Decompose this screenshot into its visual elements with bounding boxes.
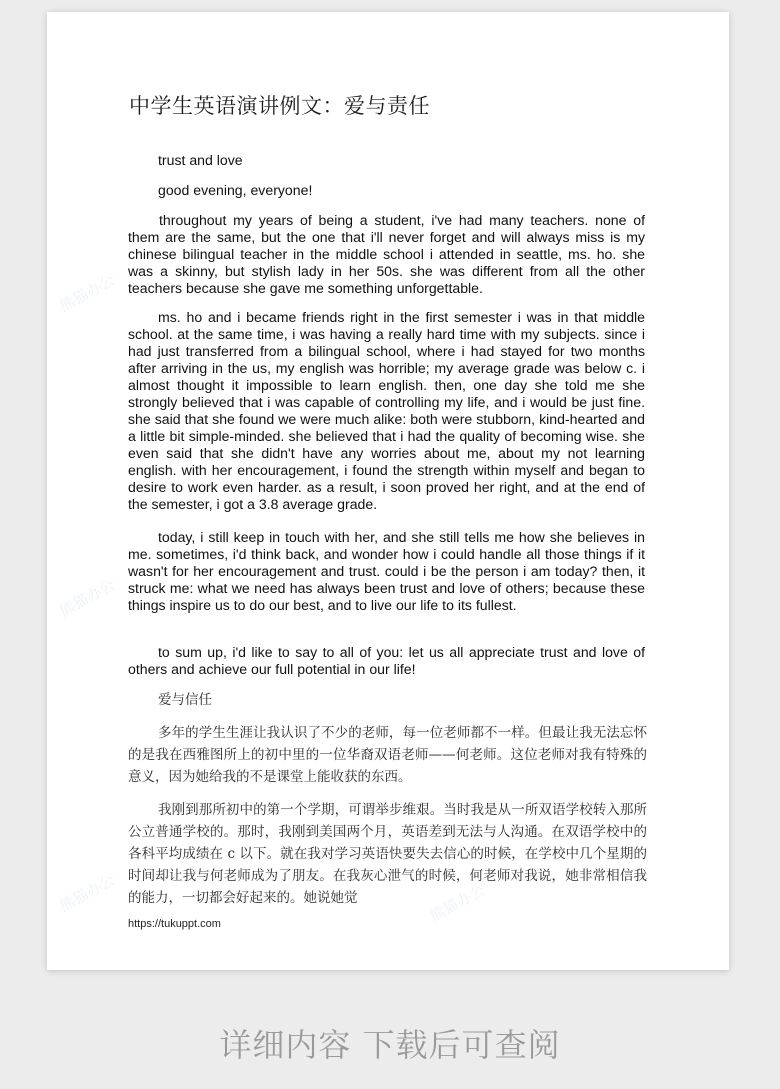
watermark: 熊猫办公 xyxy=(56,870,118,915)
chinese-paragraph: 多年的学生生涯让我认识了不少的老师，每一位老师都不一样。但最让我无法忘怀的是我在西雅图所上的初中里的一位华裔双语老师——何老师。这位老师对我有特殊的意义，因为她给我的不是课堂上能收获的东西。 xyxy=(128,725,647,785)
english-paragraph: ms. ho and i became friends right in the first semester i was in that middle school. at the same time, i was having a really hard time with my subjects. since i had just transferred from a bilingual school, where i had stayed for two months after arriving in the us, my english was horrible; my average grade was below c. i almost thought it impossible to learn english. then, one day she told me she strongly believed that i was capable of controlling my life, and i would be just fine. she said that she found we were much alike: both were stubborn, kind-hearted and a little bit simple-minded. she believed that i had the quality of becoming wise. she even said that she didn't have any worries about me, about my not learning english. with her encouragement, i found the strength within myself and began to desire to work even harder. as a result, i soon proved her right, and at the end of the semester, i got a 3.8 average grade. xyxy=(128,309,645,512)
footer-url[interactable]: https://tukuppt.com xyxy=(128,918,221,930)
english-paragraph: to sum up, i'd like to say to all of you: let us all appreciate trust and love of others and achieve our full potential in our life! xyxy=(128,644,645,677)
document-title: 中学生英语演讲例文：爱与责任 xyxy=(129,94,430,118)
watermark: 熊猫办公 xyxy=(56,270,118,315)
watermark: 熊猫办公 xyxy=(426,880,488,925)
chinese-paragraph: 我刚到那所初中的第一个学期，可谓举步维艰。当时我是从一所双语学校转入那所公立普通学校的。那时，我刚到美国两个月，英语差到无法与人沟通。在双语学校中的各科平均成绩在 c 以下。就在我对学习英语快要失去信心的时候，在学校中几个星期的时间却让我与何老师成为了朋友。在我灰心泄气的时候，何老师对我说，她非常相信我的能力，一切都会好起来的。她说她觉 xyxy=(128,802,647,906)
download-banner[interactable]: 详细内容 下载后可查阅 xyxy=(219,1026,561,1064)
english-paragraph: throughout my years of being a student, i've had many teachers. none of them are the same, but the one that i'll never forget and will always miss is my chinese bilingual teacher in the middle school i attended in seattle, ms. ho. she was a skinny, but stylish lady in her 50s. she was different from all the other teachers because she gave me something unforgettable. xyxy=(128,212,645,296)
document-page xyxy=(47,12,729,970)
english-greeting: good evening, everyone! xyxy=(158,182,313,198)
watermark: 熊猫办公 xyxy=(56,575,118,620)
english-paragraph: today, i still keep in touch with her, and she still tells me how she believes in me. sometimes, i'd think back, and wonder how i could handle all those things if it wasn't for her encouragement and trust. could i be the person i am today? then, it struck me: what we need has always been trust and love of others; because these things inspire us to do our best, and to live our life to its fullest. xyxy=(128,529,645,613)
chinese-heading: 爱与信任 xyxy=(158,692,212,708)
english-heading: trust and love xyxy=(158,152,243,168)
